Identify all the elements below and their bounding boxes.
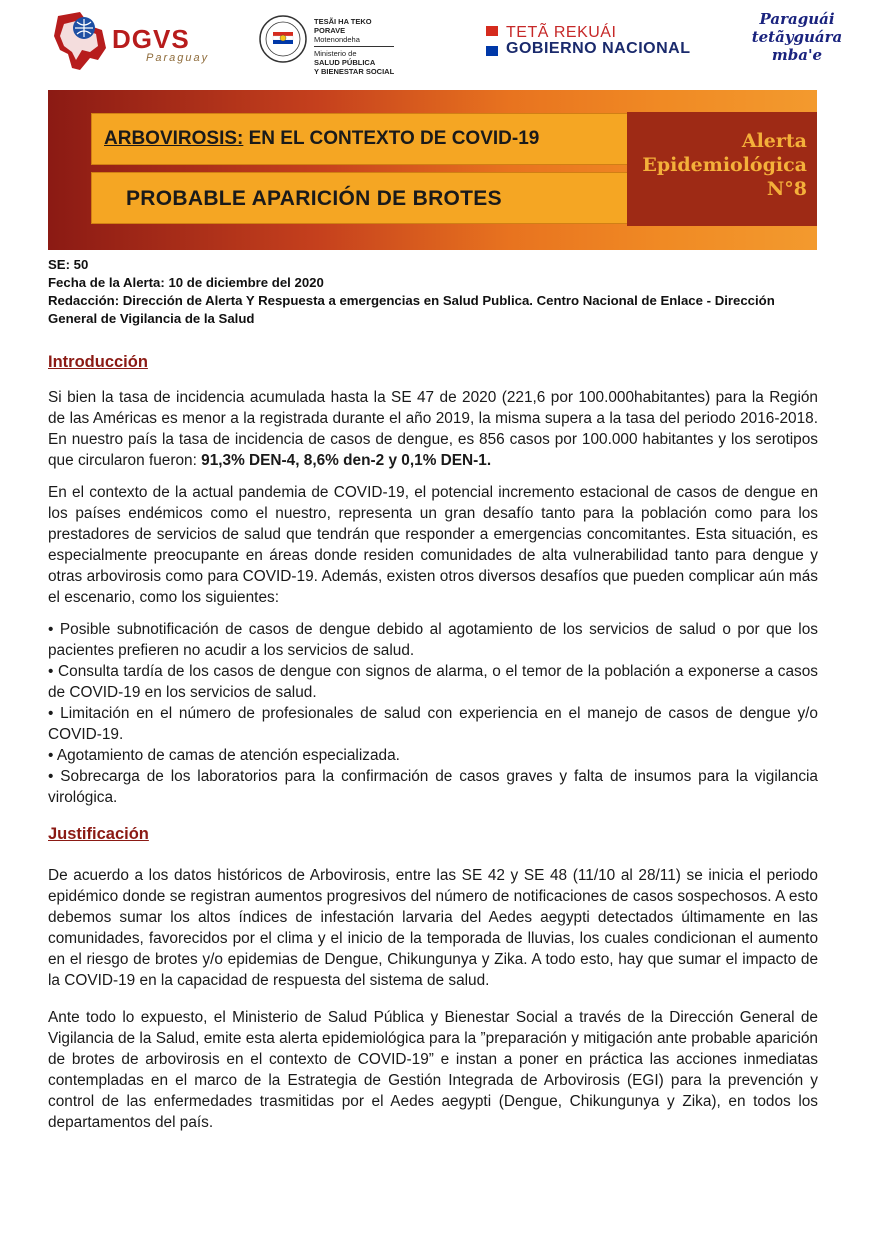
msp-line-4: Ministerio de bbox=[314, 49, 357, 58]
intro-p1-text: Si bien la tasa de incidencia acumulada hasta la SE 47 de 2020 (221,6 por 100.000habitantes) para la Región de las Américas es menor a la registrada durante el año 2019, la misma supera a la tasa del periodo 2016-2018. En nuestro país la tasa de incidencia de casos de dengue, es 856 casos por 100.000 habitantes y los serotipos que circularon fueron: bbox=[48, 389, 818, 469]
fecha-line: Fecha de la Alerta: 10 de diciembre del 2020 bbox=[48, 275, 324, 290]
list-item: • Agotamiento de camas de atención especializada. bbox=[48, 747, 400, 764]
section-title-justificacion: Justificación bbox=[48, 825, 149, 843]
dgvs-title: DGVS bbox=[112, 24, 190, 54]
justificacion-paragraph-2: Ante todo lo expuesto, el Ministerio de Salud Pública y Bienestar Social a través de la Dirección General de Vigilancia de la Salud, emite esta alerta epidemiológica para la ”preparación y mitigación ante probable aparición de brotes de arbovirosis en el contexto de COVID-19” e instan a poner en práctica las acciones inmediatas contempladas en el marco de la Estrategia de Gestión Integrada de Arbovirosis (EGI) para la prevención y control de las enfermedades trasmitidas por el Aedes aegypti (Dengue, Chikungunya y Zika), en todos los departamentos del país. bbox=[48, 1009, 818, 1131]
msp-divider bbox=[314, 46, 394, 47]
msp-line-2: PORAVE bbox=[314, 26, 346, 35]
section-title-introduccion: Introducción bbox=[48, 353, 148, 371]
dgvs-subtitle: Paraguay bbox=[146, 52, 210, 64]
ministerio-logo bbox=[258, 14, 458, 76]
banner-title-block bbox=[91, 113, 656, 224]
redaccion-line: Redacción: Dirección de Alerta Y Respuesta a emergencias en Salud Publica. Centro Nacional de Enlace - Dirección General de Vigilancia de la Salud bbox=[48, 293, 775, 326]
se-line: SE: 50 bbox=[48, 257, 89, 272]
alert-banner bbox=[48, 90, 817, 250]
header-logos bbox=[0, 0, 870, 82]
banner-title-box bbox=[91, 113, 656, 165]
msp-line-1: TESÃI HA TEKO bbox=[314, 17, 372, 26]
slogan-line-2: tetãyguára bbox=[751, 28, 843, 46]
banner-subtitle-box bbox=[91, 172, 656, 224]
ministerio-text bbox=[314, 17, 464, 76]
document-body bbox=[48, 352, 818, 1133]
gobierno-logo bbox=[486, 24, 716, 60]
intro-p1-serotypes: 91,3% DEN-4, 8,6% den-2 y 0,1% DEN-1. bbox=[201, 452, 492, 469]
intro-paragraph-2: En el contexto de la actual pandemia de COVID-19, el potencial incremento estacional de casos de dengue en los países endémicos como el nuestro, representa un gran desafío tanto para la población como para los prestadores de servicios de salud que tendrán que responder a emergencias concomitantes. Esta situación, es especialmente preocupante en áreas donde residen comunidades de alta vulnerabilidad tanto para dengue y otras arbovirosis como para COVID-19. Además, existen otros diversos desafíos que pueden complicar aún más el escenario, como los siguientes: bbox=[48, 484, 818, 606]
banner-title-rest: EN EL CONTEXTO DE COVID-19 bbox=[243, 128, 540, 149]
msp-line-6: Y BIENESTAR SOCIAL bbox=[314, 67, 395, 76]
banner-subtitle: PROBABLE APARICIÓN DE BROTES bbox=[126, 187, 502, 210]
banner-title-prefix: ARBOVIROSIS: bbox=[104, 128, 244, 149]
msp-line-5: SALUD PÚBLICA bbox=[314, 58, 376, 67]
dgvs-logo bbox=[50, 8, 210, 78]
paraguay-map-icon bbox=[50, 8, 110, 78]
msp-line-3: Motenondeha bbox=[314, 35, 360, 44]
list-item: • Sobrecarga de los laboratorios para la confirmación de casos graves y falta de insumos para la vigilancia virológica. bbox=[48, 768, 818, 806]
alert-line-1: Alerta bbox=[741, 130, 807, 152]
flag-icon bbox=[486, 26, 498, 56]
intro-paragraph-1 bbox=[48, 387, 818, 471]
justificacion-paragraph-1: De acuerdo a los datos históricos de Arbovirosis, entre las SE 42 y SE 48 (11/10 al 28/11) se inicia el periodo epidémico donde se registran aumentos progresivos del número de notificaciones de casos sospechosos. A esto debemos sumar los altos índices de infestación larvaria del Aedes aegypti detectados últimamente en las comunidades, favorecidos por el clima y el inicio de la temporada de lluvias, los cuales condicionan el aumento en el riesgo de brotes y/o epidemias de Dengue, Chikungunya y Zika. A todo esto, hay que sumar el impacto de la COVID-19 en la capacidad de respuesta del sistema de salud. bbox=[48, 867, 818, 989]
national-seal-icon bbox=[258, 14, 308, 64]
alert-number-block bbox=[627, 112, 817, 226]
slogan-line-3: mba'e bbox=[771, 46, 823, 64]
alert-label bbox=[642, 129, 807, 201]
list-item: • Posible subnotificación de casos de dengue debido al agotamiento de los servicios de salud o por que los pacientes prefieren no acudir a los servicios de salud. bbox=[48, 621, 818, 659]
challenges-list bbox=[48, 619, 818, 808]
list-item: • Limitación en el número de profesionales de salud con experiencia en el manejo de casos de dengue y/o COVID-19. bbox=[48, 705, 818, 743]
banner-title bbox=[104, 128, 539, 150]
slogan-line-1: Paraguái bbox=[759, 10, 835, 28]
list-item: • Consulta tardía de los casos de dengue con signos de alarma, o el temor de la población a exponerse a casos de COVID-19 en los servicios de salud. bbox=[48, 663, 818, 701]
alert-line-2: Epidemiológica bbox=[642, 154, 807, 176]
gobierno-nacional-text: GOBIERNO NACIONAL bbox=[506, 40, 691, 57]
slogan-logo bbox=[742, 10, 852, 74]
teta-rekuai-text: TETÃ REKUÁI bbox=[506, 24, 617, 41]
alert-number: N°8 bbox=[766, 178, 807, 200]
alert-metadata bbox=[48, 256, 823, 328]
